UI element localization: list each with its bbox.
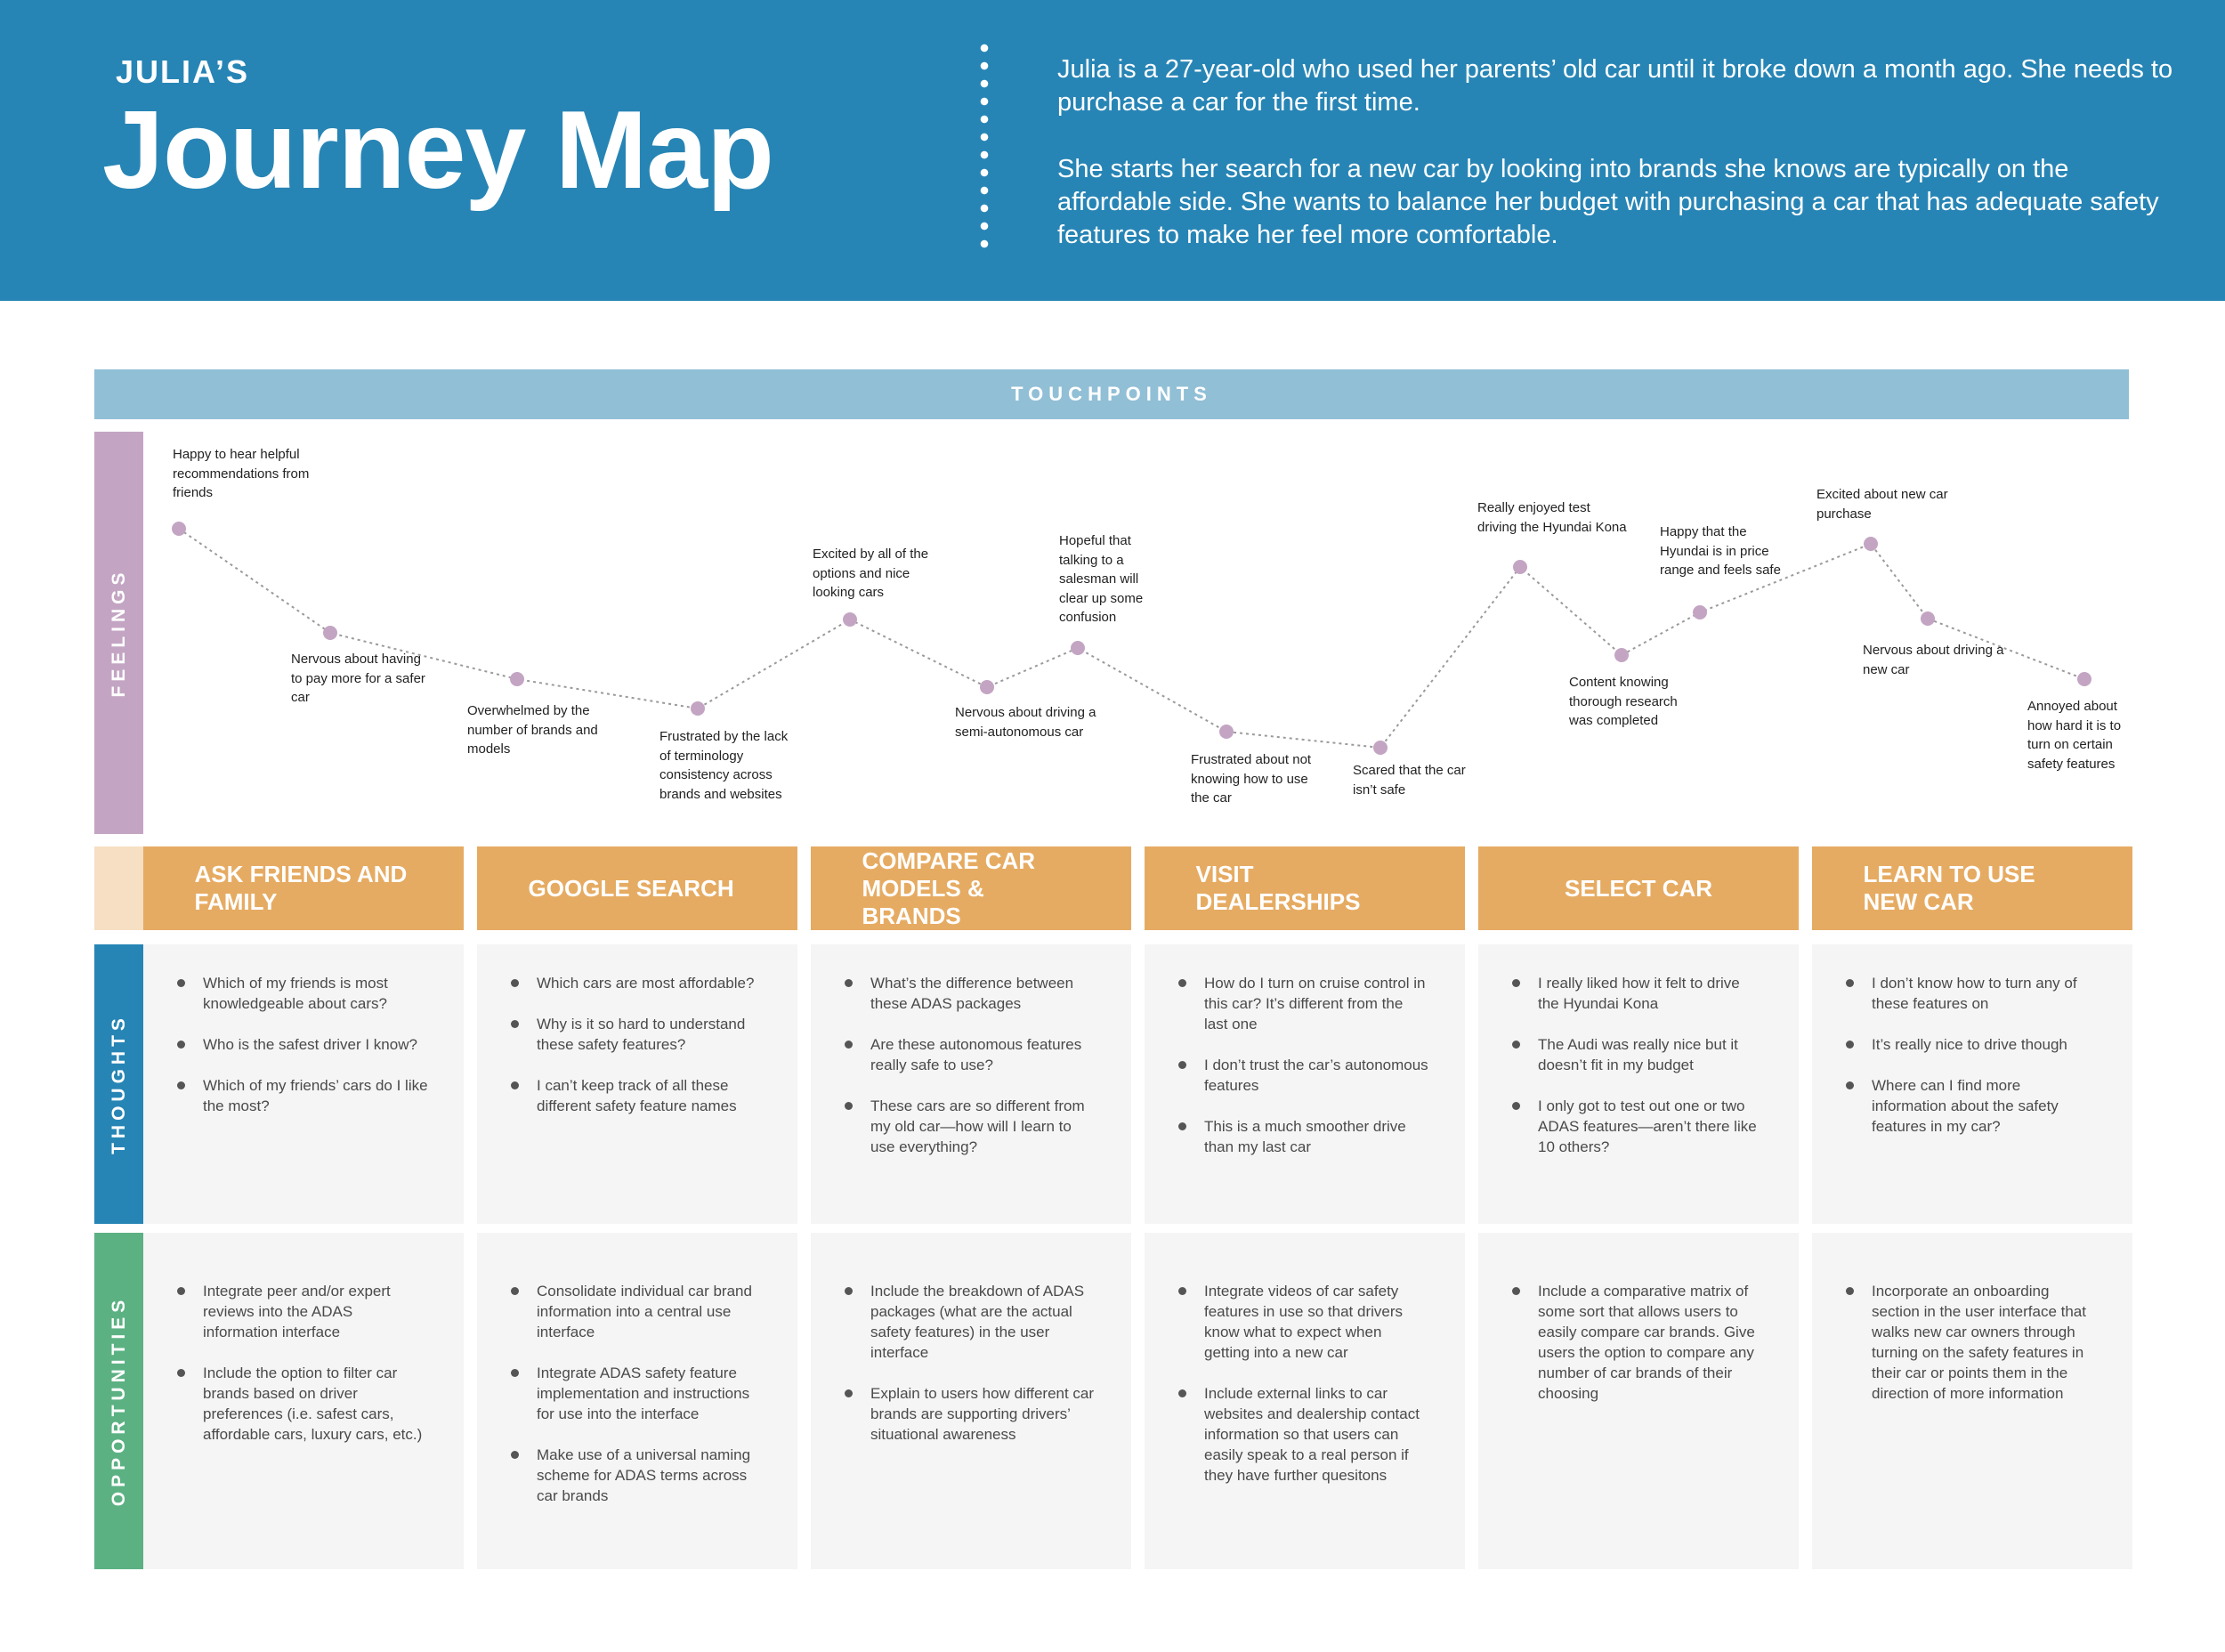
opportunity-item: Integrate ADAS safety feature implementation and instructions for use into the interface	[509, 1363, 762, 1424]
thoughts-cell	[811, 944, 1131, 1224]
opportunity-item: Consolidate individual car brand information into a central use interface	[509, 1281, 762, 1342]
opportunity-item: Integrate peer and/or expert reviews into the ADAS information interface	[175, 1281, 428, 1342]
thoughts-cell	[143, 944, 464, 1224]
persona-name: JULIA’S	[116, 53, 250, 90]
feeling-point	[843, 612, 857, 627]
thought-item: Which of my friends’ cars do I like the most?	[175, 1075, 428, 1116]
feeling-point	[1513, 560, 1527, 574]
thoughts-row-label	[94, 944, 143, 1224]
feeling-point	[2077, 672, 2092, 686]
thought-item: Which of my friends is most knowledgeable about cars?	[175, 973, 428, 1014]
thought-item: These cars are so different from my old car—how will I learn to use everything?	[843, 1096, 1096, 1157]
thoughts-label-text: THOUGHTS	[108, 1014, 129, 1154]
feeling-label: Nervous about driving a new car	[1863, 643, 2004, 677]
thoughts-cell	[1478, 944, 1799, 1224]
thought-item: It’s really nice to drive though	[1844, 1034, 2097, 1055]
stage-title: SELECT CAR	[1564, 874, 1713, 902]
feeling-point	[323, 626, 337, 640]
thought-item: This is a much smoother drive than my last car	[1177, 1116, 1429, 1157]
opportunity-item: Make use of a universal naming scheme for ADAS terms across car brands	[509, 1445, 762, 1506]
thought-item: I only got to test out one or two ADAS features—aren’t there like 10 others?	[1510, 1096, 1763, 1157]
opportunities-cell	[1145, 1233, 1465, 1569]
feeling-point	[1219, 725, 1234, 739]
page-title: Journey Map	[102, 89, 773, 212]
thought-item: How do I turn on cruise control in this car? It’s different from the last one	[1177, 973, 1429, 1034]
thought-item: I really liked how it felt to drive the Hyundai Kona	[1510, 973, 1763, 1014]
opportunity-item: Integrate videos of car safety features in use so that drivers know what to expect when getting into a new car	[1177, 1281, 1429, 1363]
feelings-label-text: FEELINGS	[108, 568, 129, 698]
thoughts-cell	[1145, 944, 1465, 1224]
feeling-label: Excited about new car purchase	[1816, 487, 1948, 522]
feeling-label: Nervous about driving a semi-autonomous car	[955, 705, 1096, 740]
feeling-label: Frustrated by the lack of terminology consistency across brands and websites	[659, 729, 789, 802]
opportunity-item: Include the breakdown of ADAS packages (what are the actual safety features) in the user interface	[843, 1281, 1096, 1363]
touchpoints-bar: TOUCHPOINTS	[94, 369, 2129, 419]
feeling-label: Happy that the Hyundai is in price range and feels safe	[1660, 524, 1781, 578]
opportunities-cell	[143, 1233, 464, 1569]
stage-title: GOOGLE SEARCH	[528, 874, 734, 902]
feeling-label: Annoyed about how hard it is to turn on certain safety features	[2027, 699, 2122, 772]
thought-item: Which cars are most affordable?	[509, 973, 762, 993]
feeling-label: Scared that the car isn’t safe	[1353, 763, 1466, 798]
thought-item: Why is it so hard to understand these safety features?	[509, 1014, 762, 1055]
thought-item: I can’t keep track of all these different safety feature names	[509, 1075, 762, 1116]
feeling-label: Content knowing thorough research was completed	[1569, 675, 1678, 728]
stage-header	[477, 846, 797, 930]
feeling-label: Overwhelmed by the number of brands and models	[467, 703, 598, 757]
feeling-label: Excited by all of the options and nice looking cars	[813, 547, 929, 600]
thought-item: Are these autonomous features really safe to use?	[843, 1034, 1096, 1075]
opportunity-item: Include a comparative matrix of some sort that allows users to easily compare car brands. Give users the option to compare any number of car brands of their choosing	[1510, 1281, 1763, 1404]
feeling-point	[1373, 741, 1388, 755]
opportunities-cell	[1812, 1233, 2132, 1569]
thought-item: Who is the safest driver I know?	[175, 1034, 428, 1055]
stage-title: ASK FRIENDS AND FAMILY	[194, 861, 408, 915]
intro-paragraph-1: Julia is a 27-year-old who used her parents’ old car until it broke down a month ago. She needs to purchase a car for the first time.	[1057, 55, 2173, 117]
feeling-label: Hopeful that talking to a salesman will clear up some confusion	[1059, 533, 1144, 625]
opportunities-row-label	[94, 1233, 143, 1569]
opportunity-item: Explain to users how different car brands are supporting drivers’ situational awareness	[843, 1383, 1096, 1445]
stage-header	[1145, 846, 1465, 930]
stage-header	[1478, 846, 1799, 930]
opportunity-item: Include the option to filter car brands based on driver preferences (i.e. safest cars, affordable cars, luxury cars, etc.)	[175, 1363, 428, 1445]
thought-item: What’s the difference between these ADAS packages	[843, 973, 1096, 1014]
stage-header	[143, 846, 464, 930]
opportunities-cell	[477, 1233, 797, 1569]
stage-header	[1812, 846, 2132, 930]
feeling-label: Frustrated about not knowing how to use the car	[1191, 752, 1312, 806]
thought-item: I don’t know how to turn any of these features on	[1844, 973, 2097, 1014]
opportunities-label-text: OPPORTUNITIES	[108, 1295, 129, 1507]
feeling-label: Really enjoyed test driving the Hyundai Kona	[1477, 500, 1627, 535]
thoughts-cell	[477, 944, 797, 1224]
stage-title: COMPARE CAR MODELS & BRANDS	[862, 846, 1036, 929]
feeling-point	[691, 701, 705, 716]
feeling-point	[172, 522, 186, 536]
feeling-label: Happy to hear helpful recommendations from friends	[173, 447, 310, 500]
intro-paragraph-2: She starts her search for a new car by looking into brands she knows are typically on the affordable side. She wants to balance her budget with purchasing a car that has adequate safety features to make her feel more comfortable.	[1057, 155, 2159, 249]
feeling-point	[1921, 611, 1935, 626]
feeling-point	[510, 672, 524, 686]
feeling-point	[1071, 641, 1085, 655]
opportunity-item: Incorporate an onboarding section in the user interface that walks new car owners through turning on the safety features in their car or points them in the direction of more information	[1844, 1281, 2097, 1404]
stage-title: LEARN TO USE NEW CAR	[1863, 861, 2035, 915]
opportunities-cell	[811, 1233, 1131, 1569]
feeling-point	[1864, 537, 1878, 551]
thought-item: Where can I find more information about the safety features in my car?	[1844, 1075, 2097, 1137]
feeling-point	[980, 680, 994, 694]
stage-row-swatch	[94, 846, 143, 930]
feeling-point	[1693, 605, 1707, 620]
opportunity-item: Include external links to car websites and dealership contact information so that users can easily speak to a real person if they have further quesitons	[1177, 1383, 1429, 1486]
opportunities-cell	[1478, 1233, 1799, 1569]
feeling-point	[1614, 648, 1629, 662]
feeling-label: Nervous about having to pay more for a safer car	[291, 652, 425, 705]
thought-item: I don’t trust the car’s autonomous features	[1177, 1055, 1429, 1096]
stage-header	[811, 846, 1131, 930]
stage-title: VISIT DEALERSHIPS	[1195, 861, 1361, 915]
thought-item: The Audi was really nice but it doesn’t fit in my budget	[1510, 1034, 1763, 1075]
thoughts-cell	[1812, 944, 2132, 1224]
